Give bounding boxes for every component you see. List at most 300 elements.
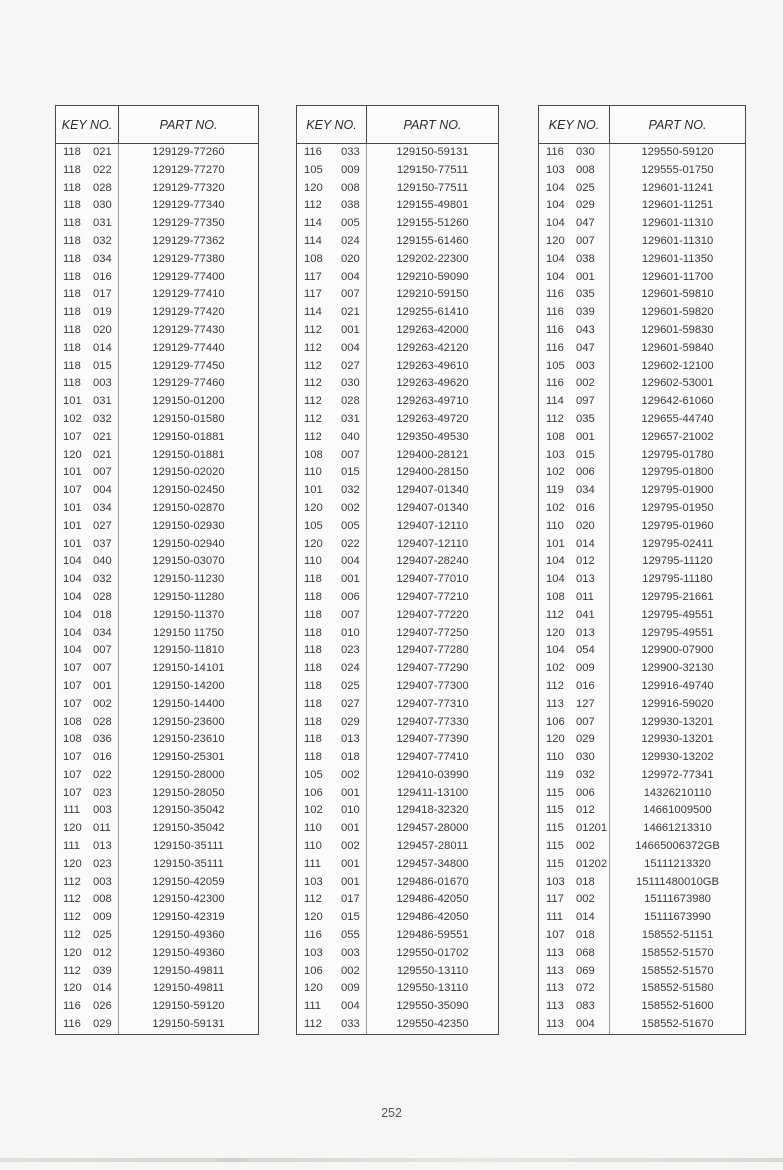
part-no-cell: 129601-11310 bbox=[641, 217, 714, 230]
table-row bbox=[539, 304, 745, 322]
part-no-cell: 129642-61060 bbox=[641, 395, 714, 408]
key-item: 008 bbox=[93, 893, 112, 906]
key-item: 032 bbox=[93, 412, 112, 425]
part-no-cell: 129407-77220 bbox=[396, 608, 469, 621]
table-row bbox=[539, 856, 745, 874]
table-row bbox=[297, 749, 498, 767]
key-group: 113 bbox=[546, 697, 564, 710]
key-item: 014 bbox=[93, 982, 112, 995]
key-group: 105 bbox=[304, 768, 323, 781]
key-item: 015 bbox=[341, 911, 360, 924]
key-item: 014 bbox=[576, 537, 595, 550]
table-row bbox=[56, 642, 258, 660]
part-no-cell: 129129-77460 bbox=[152, 377, 225, 390]
key-no-cell bbox=[539, 785, 610, 803]
table-row bbox=[56, 607, 258, 625]
key-no-cell bbox=[297, 233, 367, 251]
key-no-cell bbox=[297, 874, 367, 892]
key-group: 111 bbox=[304, 857, 322, 870]
key-no-cell bbox=[297, 856, 367, 874]
key-item: 015 bbox=[93, 359, 112, 372]
key-no-cell bbox=[297, 963, 367, 981]
key-group: 120 bbox=[304, 911, 323, 924]
key-group: 118 bbox=[63, 181, 81, 194]
key-item: 002 bbox=[341, 501, 360, 514]
part-no-cell: 129150-02870 bbox=[152, 501, 225, 514]
key-item: 034 bbox=[93, 501, 112, 514]
key-item: 069 bbox=[576, 964, 595, 977]
table-row bbox=[539, 286, 745, 304]
key-no-cell bbox=[56, 340, 119, 358]
key-group: 118 bbox=[304, 715, 322, 728]
key-item: 031 bbox=[93, 217, 112, 230]
parts-table-1 bbox=[55, 105, 259, 1035]
part-no-cell: 129150-14200 bbox=[152, 679, 225, 692]
key-no-cell bbox=[539, 998, 610, 1016]
part-no-cell: 129795-21661 bbox=[641, 590, 714, 603]
table-row bbox=[56, 802, 258, 820]
key-item: 068 bbox=[576, 946, 595, 959]
part-no-cell: 129601-11241 bbox=[641, 181, 714, 194]
table-row bbox=[297, 802, 498, 820]
table-row bbox=[539, 358, 745, 376]
key-group: 118 bbox=[63, 323, 81, 336]
key-group: 108 bbox=[63, 715, 82, 728]
part-no-cell: 129795-49551 bbox=[641, 626, 714, 639]
key-group: 101 bbox=[63, 537, 82, 550]
table-body bbox=[56, 144, 258, 1034]
table-row bbox=[539, 340, 745, 358]
part-no-cell: 129150-01881 bbox=[152, 430, 225, 443]
table-row bbox=[297, 411, 498, 429]
table-row bbox=[297, 197, 498, 215]
part-no-cell: 129150-59131 bbox=[396, 146, 469, 158]
key-item: 018 bbox=[93, 608, 112, 621]
key-no-cell bbox=[56, 767, 119, 785]
key-item: 01201 bbox=[576, 822, 608, 835]
table-row bbox=[297, 625, 498, 643]
key-no-cell bbox=[56, 233, 119, 251]
key-no-cell bbox=[297, 838, 367, 856]
key-group: 108 bbox=[304, 448, 323, 461]
key-item: 040 bbox=[93, 555, 112, 568]
part-no-cell: 158552-51570 bbox=[641, 964, 714, 977]
key-group: 107 bbox=[63, 786, 82, 799]
key-group: 120 bbox=[63, 946, 82, 959]
key-item: 016 bbox=[93, 270, 112, 283]
part-no-header: PART NO. bbox=[159, 117, 218, 132]
table-row bbox=[56, 286, 258, 304]
key-item: 012 bbox=[576, 555, 595, 568]
part-no-cell: 129407-01340 bbox=[396, 484, 469, 497]
key-item: 023 bbox=[93, 857, 112, 870]
key-item: 004 bbox=[341, 1000, 360, 1013]
key-no-cell bbox=[297, 785, 367, 803]
key-group: 107 bbox=[546, 929, 565, 942]
key-no-cell bbox=[539, 660, 610, 678]
part-no-cell: 129263-49710 bbox=[396, 395, 469, 408]
key-group: 118 bbox=[63, 199, 81, 212]
table-row bbox=[56, 251, 258, 269]
key-item: 034 bbox=[93, 252, 112, 265]
part-no-cell: 129795-11120 bbox=[642, 555, 713, 568]
key-group: 118 bbox=[63, 163, 81, 176]
part-no-cell: 129601-11350 bbox=[641, 252, 714, 265]
key-group: 112 bbox=[63, 875, 81, 888]
key-no-cell bbox=[56, 162, 119, 180]
key-item: 022 bbox=[341, 537, 360, 550]
part-no-cell: 129930-13201 bbox=[641, 715, 714, 728]
key-no-cell bbox=[539, 286, 610, 304]
table-row bbox=[56, 162, 258, 180]
key-group: 117 bbox=[304, 270, 322, 283]
key-group: 108 bbox=[546, 590, 565, 603]
table-row bbox=[297, 180, 498, 198]
key-item: 009 bbox=[341, 982, 360, 995]
key-item: 054 bbox=[576, 644, 595, 657]
table-row bbox=[56, 820, 258, 838]
key-no-cell bbox=[539, 269, 610, 287]
key-group: 115 bbox=[546, 804, 564, 817]
key-no-cell bbox=[297, 251, 367, 269]
key-group: 111 bbox=[63, 804, 81, 817]
table-row bbox=[56, 945, 258, 963]
table-row bbox=[56, 767, 258, 785]
key-no-cell bbox=[539, 1016, 610, 1034]
key-no-cell bbox=[539, 856, 610, 874]
table-row bbox=[539, 980, 745, 998]
part-no-cell: 129795-01950 bbox=[641, 501, 714, 514]
key-group: 118 bbox=[304, 697, 322, 710]
table-row bbox=[56, 571, 258, 589]
key-group: 103 bbox=[546, 448, 565, 461]
key-no-cell bbox=[56, 393, 119, 411]
key-group: 112 bbox=[63, 893, 81, 906]
part-no-cell: 129407-77250 bbox=[396, 626, 469, 639]
key-group: 101 bbox=[63, 395, 82, 408]
table-row bbox=[297, 375, 498, 393]
key-group: 119 bbox=[546, 484, 564, 497]
part-no-cell: 15111213320 bbox=[644, 857, 711, 870]
table-row bbox=[539, 500, 745, 518]
table-row bbox=[539, 642, 745, 660]
key-group: 118 bbox=[304, 626, 322, 639]
part-no-cell: 14661213310 bbox=[643, 822, 712, 835]
table-row bbox=[297, 269, 498, 287]
table-body bbox=[539, 144, 745, 1034]
part-no-cell: 129407-12110 bbox=[396, 537, 469, 550]
part-no-cell: 129150-25301 bbox=[152, 751, 225, 764]
table-row bbox=[56, 536, 258, 554]
key-item: 021 bbox=[93, 146, 112, 158]
key-no-cell bbox=[297, 536, 367, 554]
key-item: 028 bbox=[93, 715, 112, 728]
key-group: 120 bbox=[546, 234, 565, 247]
table-body bbox=[297, 144, 498, 1034]
key-group: 120 bbox=[304, 181, 323, 194]
key-item: 014 bbox=[576, 911, 595, 924]
key-group: 112 bbox=[63, 911, 81, 924]
table-row bbox=[539, 251, 745, 269]
part-no-cell: 129150-77511 bbox=[396, 181, 469, 194]
key-no-cell bbox=[539, 767, 610, 785]
key-no-cell bbox=[297, 322, 367, 340]
table-row bbox=[297, 696, 498, 714]
key-group: 112 bbox=[304, 323, 322, 336]
key-item: 004 bbox=[576, 1018, 595, 1031]
part-no-cell: 14326210110 bbox=[643, 786, 712, 799]
key-no-cell bbox=[56, 518, 119, 536]
key-no-cell bbox=[539, 340, 610, 358]
key-item: 007 bbox=[93, 466, 112, 479]
table-row bbox=[297, 233, 498, 251]
key-group: 112 bbox=[304, 341, 322, 354]
part-no-cell: 129550-42350 bbox=[396, 1018, 469, 1031]
key-group: 118 bbox=[304, 662, 322, 675]
table-row bbox=[297, 304, 498, 322]
key-item: 047 bbox=[576, 217, 595, 230]
table-row bbox=[297, 162, 498, 180]
table-row bbox=[56, 233, 258, 251]
table-row bbox=[297, 963, 498, 981]
key-item: 001 bbox=[576, 270, 595, 283]
key-no-cell bbox=[539, 963, 610, 981]
key-item: 030 bbox=[576, 146, 595, 158]
key-group: 112 bbox=[546, 679, 564, 692]
table-row bbox=[297, 927, 498, 945]
key-no-cell bbox=[297, 731, 367, 749]
part-no-cell: 129601-59830 bbox=[641, 323, 714, 336]
key-item: 032 bbox=[93, 573, 112, 586]
key-no-cell bbox=[539, 838, 610, 856]
key-no-cell bbox=[56, 304, 119, 322]
key-item: 018 bbox=[576, 929, 595, 942]
key-group: 117 bbox=[546, 893, 564, 906]
table-row bbox=[56, 891, 258, 909]
table-row bbox=[539, 482, 745, 500]
key-no-cell bbox=[56, 1016, 119, 1034]
key-no-cell bbox=[297, 767, 367, 785]
key-group: 116 bbox=[304, 146, 322, 158]
part-no-cell: 129407-77280 bbox=[396, 644, 469, 657]
table-row bbox=[539, 891, 745, 909]
table-row bbox=[539, 696, 745, 714]
key-no-cell bbox=[539, 731, 610, 749]
part-no-cell: 129150-49360 bbox=[152, 946, 225, 959]
part-no-cell: 129150-49811 bbox=[152, 982, 225, 995]
key-no-cell bbox=[56, 447, 119, 465]
part-no-cell: 129916-49740 bbox=[641, 679, 714, 692]
key-no-cell bbox=[539, 411, 610, 429]
key-group: 101 bbox=[63, 501, 82, 514]
table-row bbox=[56, 927, 258, 945]
part-no-cell: 129155-49801 bbox=[396, 199, 469, 212]
part-no-cell: 129150-11280 bbox=[152, 590, 225, 603]
key-group: 116 bbox=[546, 323, 564, 336]
table-row bbox=[56, 625, 258, 643]
key-no-cell bbox=[539, 215, 610, 233]
key-group: 120 bbox=[63, 822, 82, 835]
key-item: 016 bbox=[576, 679, 595, 692]
key-group: 110 bbox=[546, 751, 564, 764]
key-item: 033 bbox=[341, 146, 360, 158]
part-no-cell: 129550-01702 bbox=[396, 946, 469, 959]
parts-table-3 bbox=[538, 105, 746, 1035]
key-no-cell bbox=[297, 642, 367, 660]
key-item: 028 bbox=[93, 590, 112, 603]
key-group: 118 bbox=[63, 234, 81, 247]
key-group: 111 bbox=[63, 840, 81, 853]
part-no-cell: 129150-14101 bbox=[152, 662, 225, 675]
part-no-cell: 129129-77340 bbox=[152, 199, 225, 212]
key-group: 110 bbox=[304, 840, 322, 853]
key-no-cell bbox=[539, 251, 610, 269]
key-no-cell bbox=[56, 909, 119, 927]
table-row bbox=[297, 286, 498, 304]
key-group: 115 bbox=[546, 857, 564, 870]
key-no-cell bbox=[297, 607, 367, 625]
part-no-cell: 129150-23610 bbox=[152, 733, 225, 746]
key-group: 104 bbox=[546, 217, 565, 230]
part-no-cell: 14665006372GB bbox=[635, 840, 720, 853]
key-item: 033 bbox=[341, 1018, 360, 1031]
key-no-cell bbox=[297, 482, 367, 500]
key-no-cell bbox=[297, 197, 367, 215]
part-no-cell: 129150-03070 bbox=[152, 555, 225, 568]
table-row bbox=[297, 678, 498, 696]
key-no-cell bbox=[539, 393, 610, 411]
table-row bbox=[539, 998, 745, 1016]
table-row bbox=[56, 375, 258, 393]
table-row bbox=[56, 269, 258, 287]
key-no-cell bbox=[539, 233, 610, 251]
key-item: 030 bbox=[341, 377, 360, 390]
key-no-cell bbox=[539, 464, 610, 482]
key-group: 101 bbox=[63, 466, 82, 479]
table-row bbox=[539, 429, 745, 447]
part-no-cell: 129129-77440 bbox=[152, 341, 225, 354]
part-no-cell: 129150-01881 bbox=[152, 448, 225, 461]
key-group: 112 bbox=[304, 430, 322, 443]
key-no-cell bbox=[297, 696, 367, 714]
key-group: 111 bbox=[546, 911, 564, 924]
table-row bbox=[539, 464, 745, 482]
key-item: 083 bbox=[576, 1000, 595, 1013]
key-item: 009 bbox=[93, 911, 112, 924]
part-no-cell: 129486-59551 bbox=[396, 929, 469, 942]
part-no-cell: 129418-32320 bbox=[396, 804, 469, 817]
part-no-cell: 129486-42050 bbox=[396, 893, 469, 906]
key-group: 120 bbox=[63, 448, 82, 461]
key-group: 118 bbox=[304, 644, 322, 657]
part-no-cell: 129900-32130 bbox=[641, 662, 714, 675]
key-no-cell bbox=[297, 589, 367, 607]
key-item: 008 bbox=[341, 181, 360, 194]
table-row bbox=[56, 215, 258, 233]
table-row bbox=[539, 731, 745, 749]
part-no-cell: 129150-59131 bbox=[152, 1018, 225, 1031]
key-item: 007 bbox=[341, 608, 360, 621]
key-no-cell bbox=[539, 714, 610, 732]
key-no-cell bbox=[539, 749, 610, 767]
key-group: 101 bbox=[63, 519, 82, 532]
key-group: 112 bbox=[63, 929, 81, 942]
part-no-cell: 129400-28121 bbox=[396, 448, 469, 461]
part-no-cell: 129255-61410 bbox=[396, 306, 469, 319]
key-group: 116 bbox=[546, 306, 564, 319]
table-row bbox=[56, 340, 258, 358]
part-no-cell: 129129-77270 bbox=[152, 163, 225, 176]
table-row bbox=[56, 393, 258, 411]
table-row bbox=[539, 749, 745, 767]
key-no-cell bbox=[539, 482, 610, 500]
key-no-cell bbox=[56, 180, 119, 198]
part-no-cell: 129129-77430 bbox=[152, 323, 225, 336]
table-row bbox=[539, 678, 745, 696]
part-no-cell: 129916-59020 bbox=[641, 697, 714, 710]
key-no-cell bbox=[56, 927, 119, 945]
key-no-cell bbox=[297, 215, 367, 233]
key-item: 013 bbox=[341, 733, 360, 746]
key-item: 030 bbox=[93, 199, 112, 212]
key-item: 026 bbox=[93, 1000, 112, 1013]
key-group: 102 bbox=[546, 466, 565, 479]
key-no-cell bbox=[297, 518, 367, 536]
table-row bbox=[539, 945, 745, 963]
key-no-cell bbox=[539, 358, 610, 376]
key-no-cell bbox=[539, 607, 610, 625]
key-group: 118 bbox=[63, 359, 81, 372]
table-row bbox=[56, 180, 258, 198]
key-group: 113 bbox=[546, 1000, 564, 1013]
table-row bbox=[56, 464, 258, 482]
key-group: 110 bbox=[304, 466, 322, 479]
key-group: 116 bbox=[546, 288, 564, 301]
key-item: 020 bbox=[576, 519, 595, 532]
page-number: 252 bbox=[381, 1106, 402, 1120]
table-row bbox=[56, 998, 258, 1016]
key-no-cell bbox=[297, 625, 367, 643]
key-group: 118 bbox=[304, 733, 322, 746]
key-group: 108 bbox=[304, 252, 323, 265]
part-no-cell: 129550-13110 bbox=[396, 964, 469, 977]
key-item: 028 bbox=[93, 181, 112, 194]
key-item: 010 bbox=[341, 626, 360, 639]
part-no-cell: 129150-01200 bbox=[152, 395, 225, 408]
table-row bbox=[56, 553, 258, 571]
table-header bbox=[56, 106, 258, 144]
part-no-cell: 129795-01780 bbox=[641, 448, 714, 461]
part-no-cell: 158552-51580 bbox=[641, 982, 714, 995]
part-no-cell: 129411-13100 bbox=[396, 786, 469, 799]
key-group: 120 bbox=[304, 501, 323, 514]
key-item: 029 bbox=[93, 1018, 112, 1031]
key-item: 002 bbox=[341, 964, 360, 977]
key-no-cell bbox=[56, 749, 119, 767]
key-item: 097 bbox=[576, 395, 595, 408]
key-group: 113 bbox=[546, 964, 564, 977]
table-row bbox=[297, 856, 498, 874]
key-no-cell bbox=[539, 429, 610, 447]
key-item: 001 bbox=[341, 573, 360, 586]
key-item: 127 bbox=[576, 697, 595, 710]
table-row bbox=[56, 1016, 258, 1034]
key-group: 107 bbox=[63, 484, 82, 497]
key-no-cell bbox=[56, 571, 119, 589]
table-row bbox=[539, 820, 745, 838]
table-row bbox=[297, 393, 498, 411]
key-no-cell bbox=[539, 802, 610, 820]
